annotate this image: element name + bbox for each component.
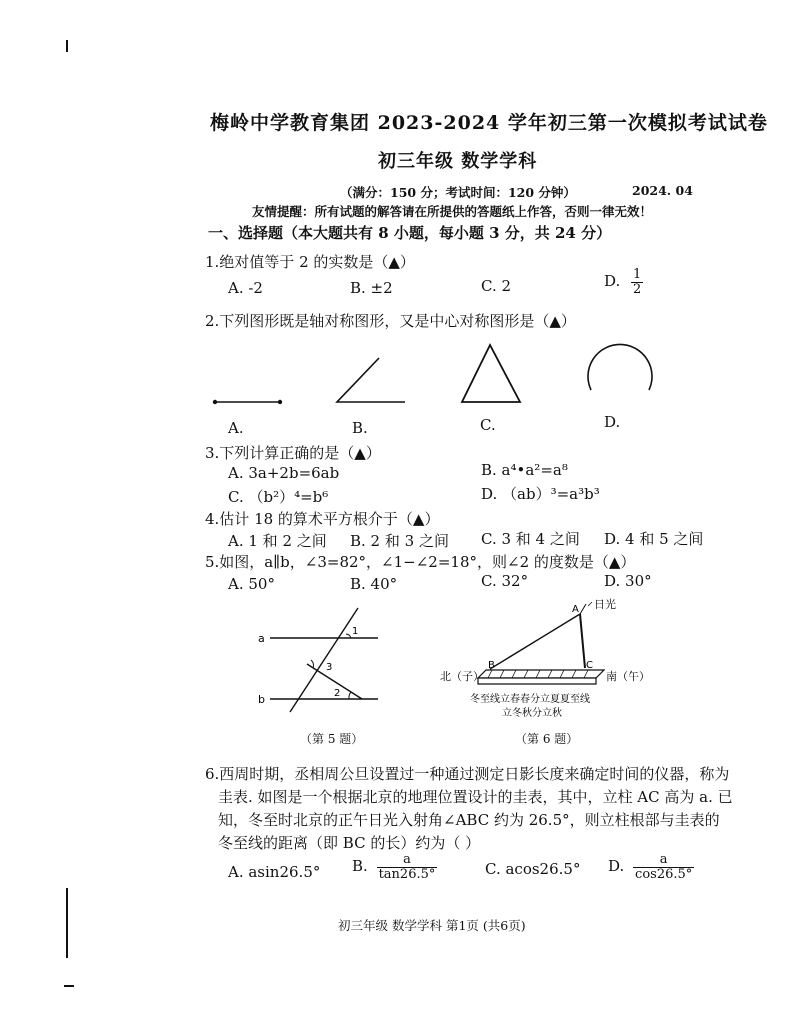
question-3-option-b: B. a⁴•a²=a⁸ xyxy=(481,461,568,479)
question-5-option-c: C. 32° xyxy=(481,572,529,590)
point-label-C: C xyxy=(586,660,593,671)
question-2-option-c: C. xyxy=(480,416,496,434)
figure-question-5 xyxy=(250,600,390,715)
question-3-option-c: C. （b²）⁴=b⁶ xyxy=(228,488,329,506)
fraction-a-over-tan xyxy=(377,853,438,881)
fraction-numerator: 1 xyxy=(633,267,642,282)
question-6-option-c: C. acos26.5° xyxy=(485,860,581,878)
exam-info: （满分：150 分；考试时间：120 分钟） xyxy=(340,185,576,200)
scan-mark-bottom xyxy=(64,985,74,987)
question-5-option-b: B. 40° xyxy=(350,575,398,593)
question-1-option-a: A. -2 xyxy=(228,279,263,297)
question-6-line-2: 圭表. 如图是一个根据北京的地理位置设计的圭表，其中，立柱 AC 高为 a. 已 xyxy=(218,788,733,806)
angle-label-1: 1 xyxy=(352,626,359,637)
fraction-a-over-cos xyxy=(633,853,694,881)
question-3-option-a: A. 3a+2b=6ab xyxy=(228,464,340,482)
point-label-A: A xyxy=(572,604,579,615)
question-1-option-b: B. ±2 xyxy=(350,279,393,297)
figure-angle xyxy=(337,358,405,402)
question-1-option-d-label: D. xyxy=(604,272,621,291)
line-label-b: b xyxy=(258,693,265,706)
line-label-a: a xyxy=(258,632,265,645)
question-3-option-d: D. （ab）³=a³b³ xyxy=(481,485,600,503)
fraction-one-half xyxy=(631,268,643,296)
south-label: 南（午） xyxy=(606,670,650,683)
exam-title: 梅岭中学教育集团 2023-2024 学年初三第一次模拟考试试卷 xyxy=(210,112,768,134)
sunlight-label: 日光 xyxy=(594,598,616,611)
fraction-denominator: tan26.5° xyxy=(378,866,436,882)
figure-5-caption: （第 5 题） xyxy=(300,732,364,746)
fraction-numerator: a xyxy=(659,852,668,867)
question-2-stem: 2.下列图形既是轴对称图形，又是中心对称图形是（▲） xyxy=(205,312,576,330)
question-6-option-d xyxy=(608,853,694,881)
question-3-stem: 3.下列计算正确的是（▲） xyxy=(205,444,381,462)
question-4-stem: 4.估计 18 的算术平方根介于（▲） xyxy=(205,510,440,528)
question-6-line-4: 冬至线的距离（即 BC 的长）约为（ ） xyxy=(218,834,481,852)
fraction-denominator: cos26.5° xyxy=(635,866,693,882)
question-6-option-d-label: D. xyxy=(608,857,625,876)
solar-terms-row-2: 立冬秋分立秋 xyxy=(502,708,562,719)
question-1-option-d xyxy=(604,268,643,296)
exam-date: 2024. 04 xyxy=(632,183,693,198)
question-5-option-a: A. 50° xyxy=(228,575,275,593)
question-1-stem: 1.绝对值等于 2 的实数是（▲） xyxy=(205,253,415,271)
question-2-option-b: B. xyxy=(352,419,368,437)
angle-label-2: 2 xyxy=(334,688,341,699)
friendly-tip: 友情提醒：所有试题的解答请在所提供的答题纸上作答，否则一律无效！ xyxy=(252,204,653,219)
question-2-figures xyxy=(200,340,660,420)
figure-triangle xyxy=(462,345,520,402)
point-label-B: B xyxy=(488,660,495,671)
question-1-option-c: C. 2 xyxy=(481,277,512,295)
question-4-option-b: B. 2 和 3 之间 xyxy=(350,532,449,550)
question-6-line-3: 知，冬至时北京的正午日光入射角∠ABC 约为 26.5°，则立柱根部与圭表的 xyxy=(218,811,720,829)
north-label: 北（子） xyxy=(440,670,484,683)
question-6-option-a: A. asin26.5° xyxy=(228,863,321,881)
question-6-line-1: 6.西周时期，丞相周公旦设置过一种通过测定日影长度来确定时间的仪器，称为 xyxy=(205,765,730,783)
question-4-option-d: D. 4 和 5 之间 xyxy=(604,530,704,548)
scan-mark-left xyxy=(66,888,68,958)
figure-6-caption: （第 6 题） xyxy=(515,732,579,746)
fraction-denominator: 2 xyxy=(633,281,642,297)
question-4-option-c: C. 3 和 4 之间 xyxy=(481,530,580,548)
solar-terms-row-1: 冬至线立春春分立夏夏至线 xyxy=(470,694,590,705)
section-heading: 一、选择题（本大题共有 8 小题，每小题 3 分，共 24 分） xyxy=(208,224,612,242)
question-2-option-a: A. xyxy=(228,419,244,437)
fraction-numerator: a xyxy=(403,852,411,867)
figure-arc xyxy=(588,344,652,390)
page-footer: 初三年级 数学学科 第1页 (共6页) xyxy=(338,918,526,933)
question-2-option-d: D. xyxy=(604,413,621,431)
angle-label-3: 3 xyxy=(326,662,333,673)
question-6-option-b xyxy=(352,853,437,881)
figure-line-segment xyxy=(213,400,282,404)
figure-question-6 xyxy=(438,596,718,721)
scan-mark-top xyxy=(66,40,68,52)
question-6-option-b-label: B. xyxy=(352,857,368,876)
question-5-stem: 5.如图，a∥b，∠3=82°，∠1−∠2=18°，则∠2 的度数是（▲） xyxy=(205,553,636,571)
question-4-option-a: A. 1 和 2 之间 xyxy=(228,532,327,550)
exam-subtitle: 初三年级 数学学科 xyxy=(378,151,538,172)
question-5-option-d: D. 30° xyxy=(604,572,652,590)
